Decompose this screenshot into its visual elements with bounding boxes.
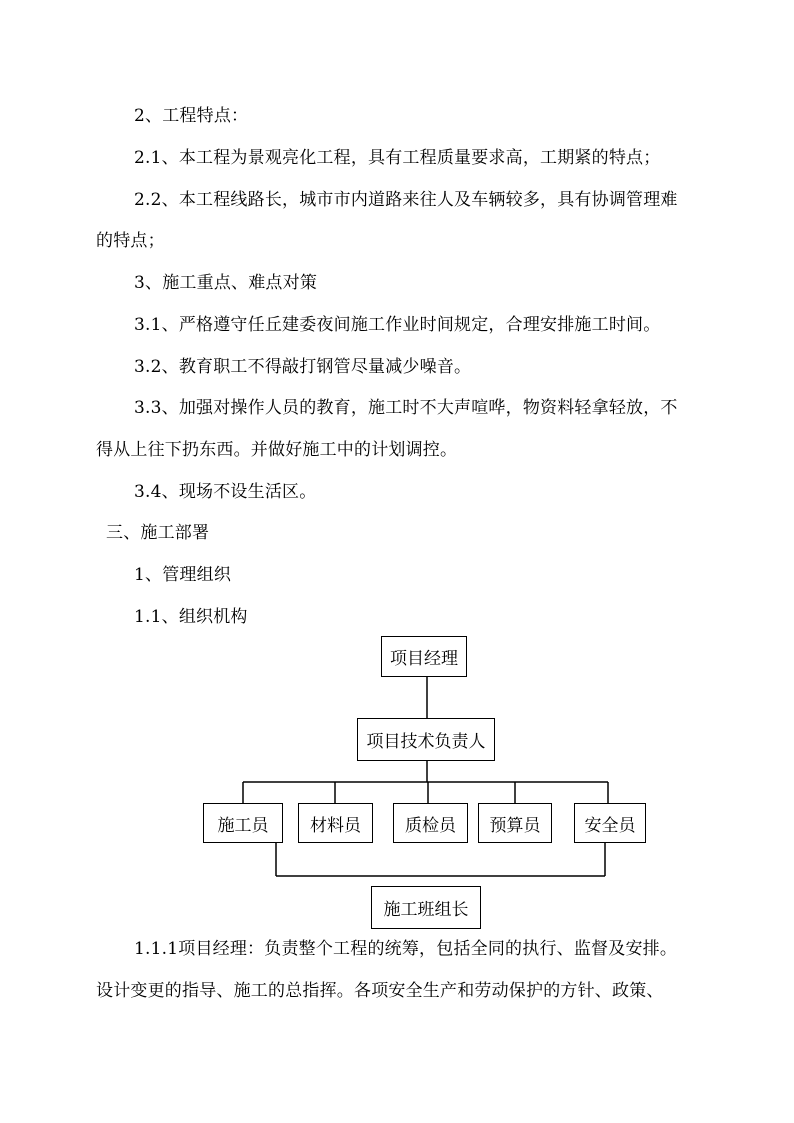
org-box-materials-officer: 材料员 — [298, 803, 373, 843]
paragraph-2-2-line1: 2.2、本工程线路长，城市市内道路来往人及车辆较多，具有协调管理难 — [134, 190, 678, 210]
paragraph-1-1-1-line1: 1.1.1项目经理：负责整个工程的统筹，包括全同的执行、监督及安排。 — [134, 939, 678, 959]
paragraph-3-3-line1: 3.3、加强对操作人员的教育，施工时不大声喧哗，物资料轻拿轻放，不 — [134, 398, 678, 418]
org-box-budget-officer: 预算员 — [478, 803, 552, 843]
heading-organization-structure: 1.1、组织机构 — [134, 607, 248, 627]
org-box-quality-inspector: 质检员 — [393, 803, 468, 843]
paragraph-3-1: 3.1、严格遵守任丘建委夜间施工作业时间规定，合理安排施工时间。 — [134, 315, 661, 335]
heading-management-organization: 1、管理组织 — [134, 565, 232, 585]
org-box-technical-lead: 项目技术负责人 — [357, 718, 495, 761]
paragraph-3-3-line2: 得从上往下扔东西。并做好施工中的计划调控。 — [96, 440, 458, 460]
heading-engineering-features: 2、工程特点： — [134, 106, 249, 126]
org-box-construction-worker: 施工员 — [203, 803, 283, 843]
paragraph-3-4: 3.4、现场不设生活区。 — [134, 482, 317, 502]
heading-construction-deployment: 三、施工部署 — [106, 523, 210, 543]
heading-key-points: 3、施工重点、难点对策 — [134, 273, 318, 293]
org-box-project-manager: 项目经理 — [381, 636, 467, 677]
paragraph-2-2-line2: 的特点； — [96, 231, 165, 251]
paragraph-2-1: 2.1、本工程为景观亮化工程，具有工程质量要求高，工期紧的特点； — [134, 148, 661, 168]
paragraph-3-2: 3.2、教育职工不得敲打钢管尽量减少噪音。 — [134, 357, 472, 377]
org-box-safety-officer: 安全员 — [574, 803, 646, 843]
org-box-team-leader: 施工班组长 — [371, 886, 481, 929]
paragraph-1-1-1-line2: 设计变更的指导、施工的总指挥。各项安全生产和劳动保护的方针、政策、 — [96, 981, 664, 1001]
